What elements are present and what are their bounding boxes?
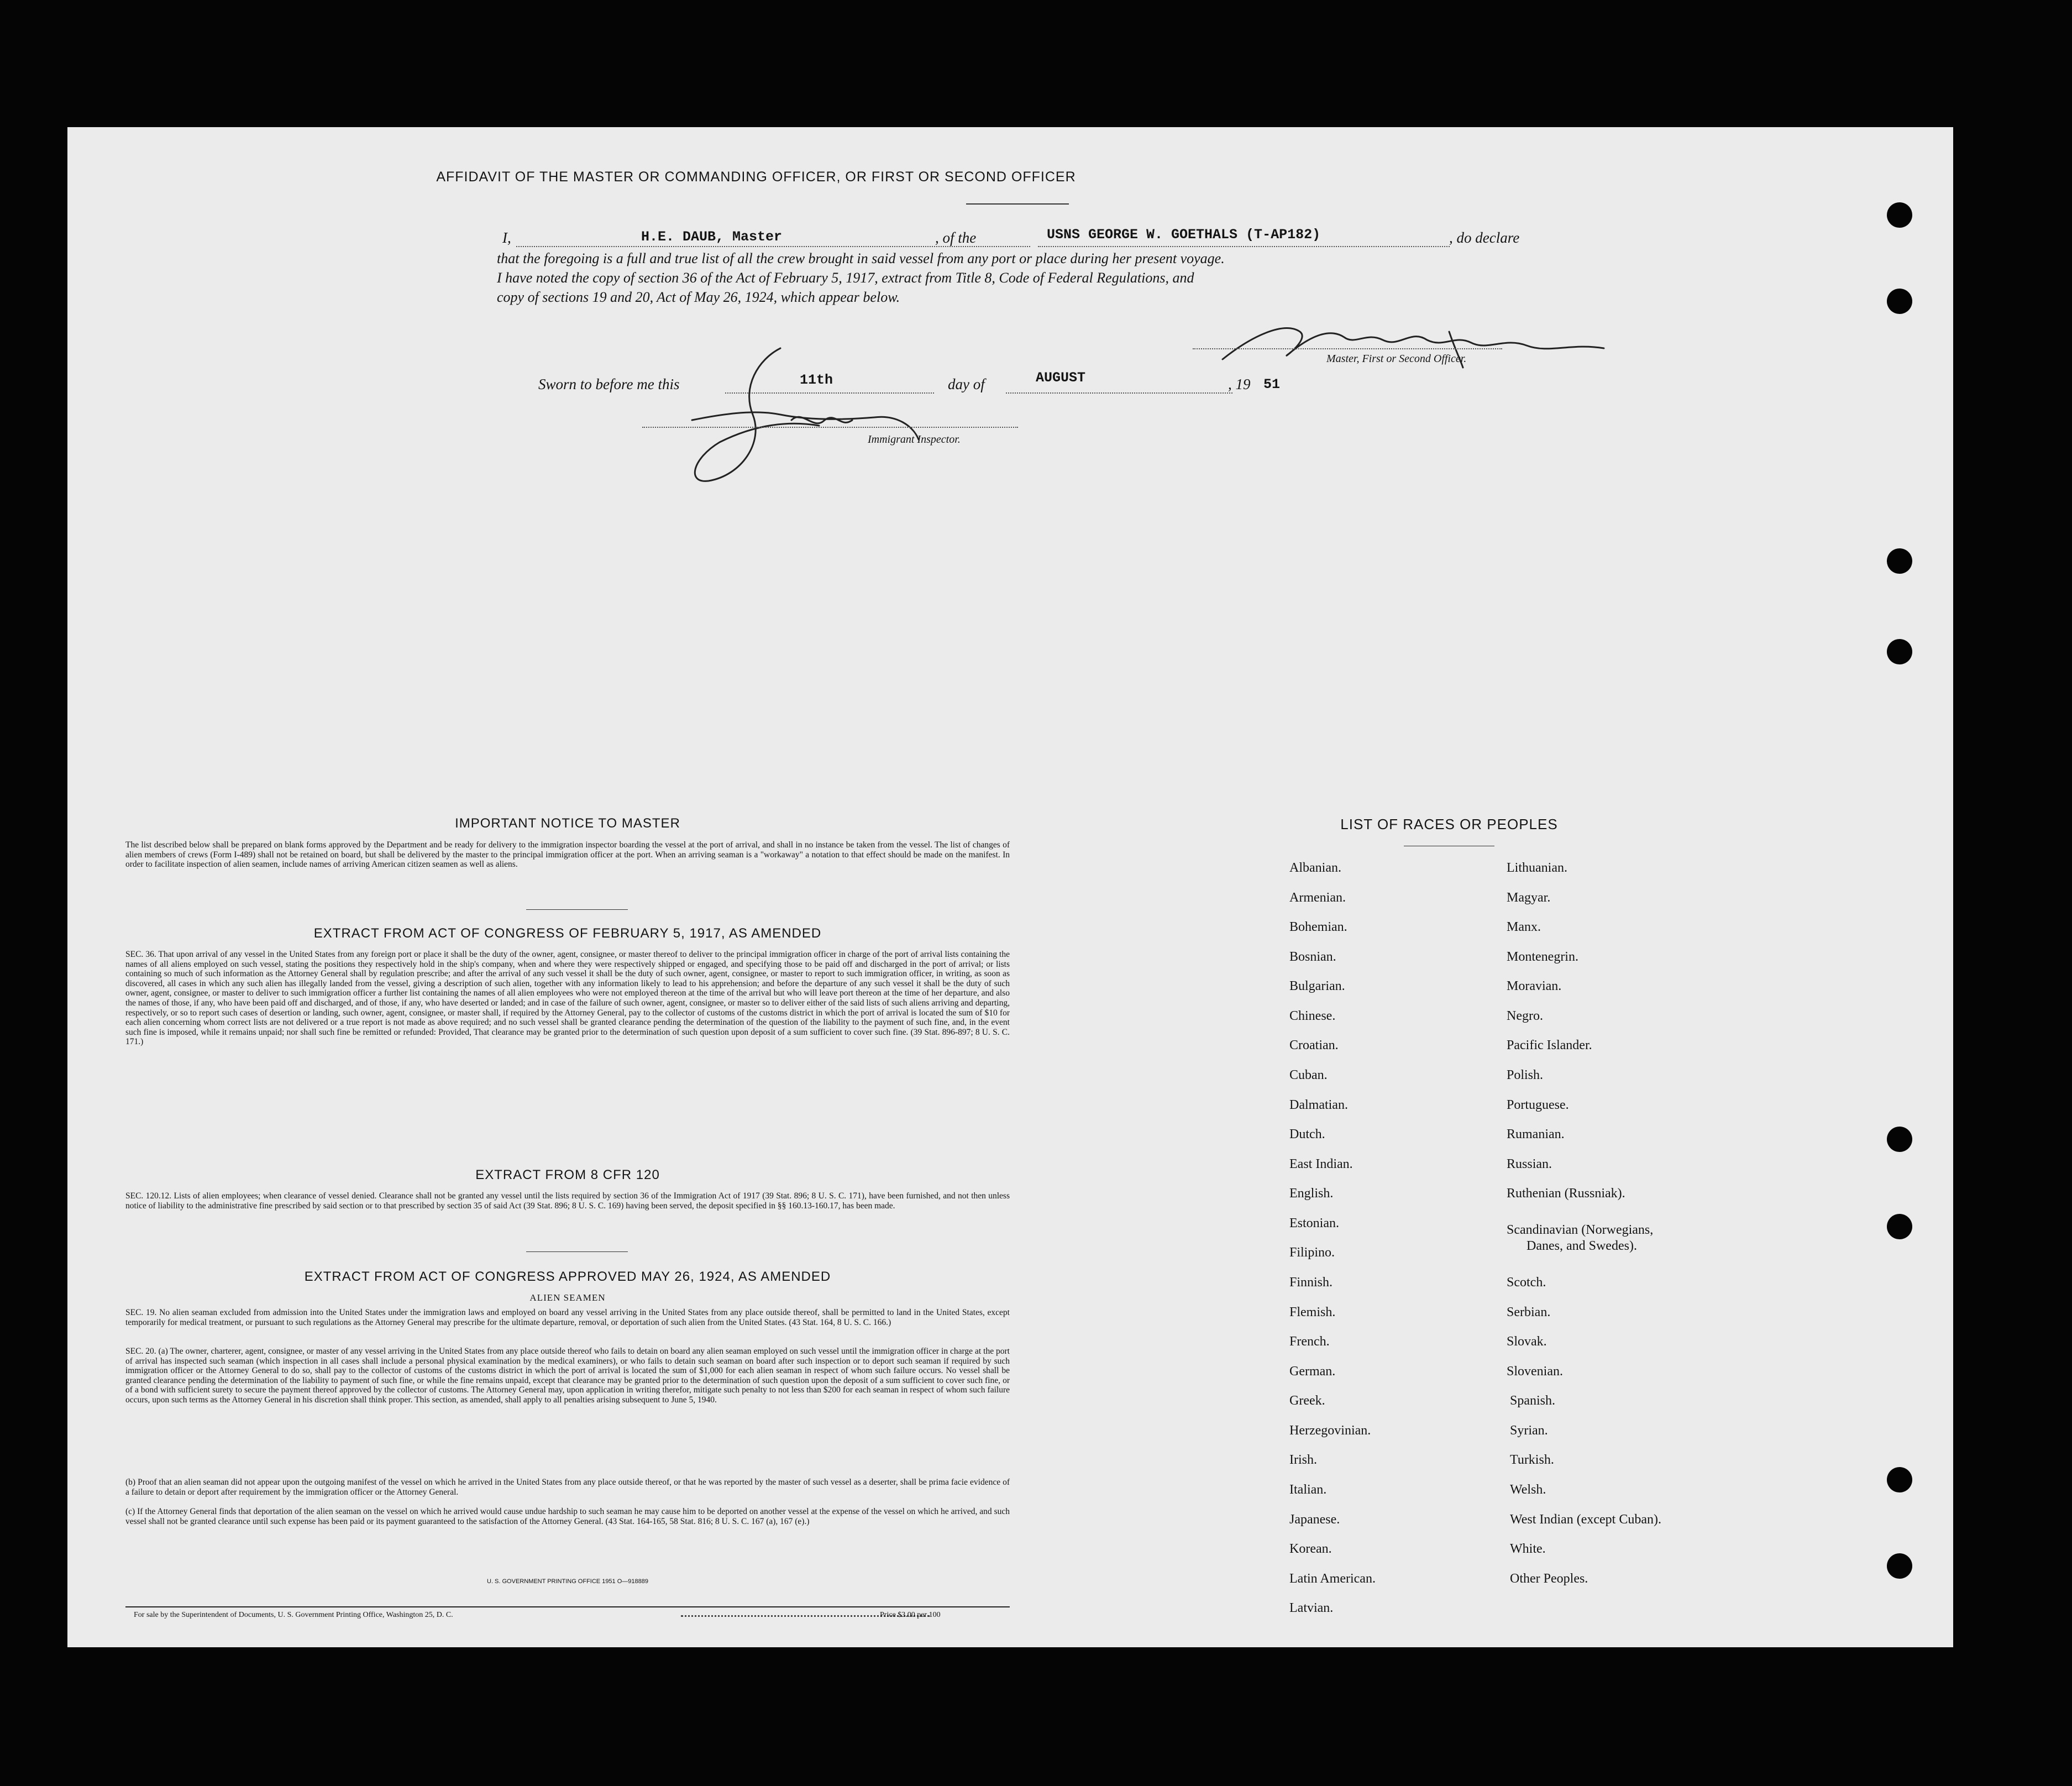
master-name-field: H.E. DAUB, Master [641, 229, 783, 245]
notice-text: The list described below shall be prepared on blank forms approved by the Department and be ready for delivery to the immigration inspector boarding the vessel at the port of arrival, and shall in no instance be taken from the vessel. The list of changes of alien members of crews (Form I-489) shall not be retained on board, but shall be delivered by the master to the principal immigration officer at the port. When an arriving seaman is a "workaway" a notation to that effect should be made on the manifest. In order to facilitate inspection of alien seamen, include names of arriving American citizen seamen as well as aliens. [125, 840, 1010, 870]
race-item: Slovak. [1507, 1334, 1547, 1349]
extract-1924-title: EXTRACT FROM ACT OF CONGRESS APPROVED MAY 26, 1924, AS AMENDED [304, 1269, 831, 1284]
master-signature-caption: Master, First or Second Officer. [1326, 353, 1467, 365]
extract-1917-text: SEC. 36. That upon arrival of any vessel in the United States from any foreign port or place it shall be the duty of the owner, agent, consignee, or master thereof to deliver to the principal immigration officer in charge of the port of arrival lists containing the names of all aliens employed on such vessel, stating the positions they respectively hold in the ship's company, when and where they were respectively shipped or engaged, and specifying those to be paid off and discharged in the port of arrival; or lists containing so much of such information as the Attorney General shall by regulation prescribe; and after the arrival of any such vessel it shall be the duty of such owner, agent, consignee, or master to report to such immigration officer, in writing, as soon as discovered, all cases in which any such alien has illegally landed from the vessel, giving a description of such alien, together with any information likely to lead to his apprehension; and before the departure of any such vessel it shall be the duty of such owner, agent, consignee, or master to deliver to such immigration officer a further list containing the names of all alien employees who were not employed thereon at the time of the arrival but who will leave port thereon at the time of her departure, and also the names of those, if any, who have been paid off and discharged, and of those, if any, who have deserted or landed; and in case of the failure of such owner, agent, consignee, or master so to deliver either of the said lists of such aliens arriving and departing, respectively, or so to report such cases of desertion or landing, such owner, agent, consignee, or master shall, if required by the Attorney General, pay to the collector of customs of the customs district in which the port of arrival is located the sum of $10 for each alien concerning whom correct lists are not delivered or a true report is not made as above required; and no such vessel shall be granted clearance pending the determination of the question of the liability to the payment of such fine, and, in the event such fine is imposed, while it remains unpaid; nor shall such fine be remitted or refunded: Provided, That clearance may be granted prior to the determination of such question upon deposit of a sum sufficient to cover such fine. (39 Stat. 896-897; 8 U. S. C. 171.) [125, 950, 1010, 1047]
race-item: Flemish. [1289, 1305, 1336, 1319]
race-item: Korean. [1289, 1542, 1332, 1556]
race-item: White. [1510, 1542, 1546, 1556]
affidavit-title: AFFIDAVIT OF THE MASTER OR COMMANDING OFFICER, OR FIRST OR SECOND OFFICER [436, 169, 1076, 185]
race-item: Syrian. [1510, 1423, 1548, 1438]
affidavit-do-declare: , do declare [1449, 229, 1520, 246]
race-item: Welsh. [1510, 1483, 1546, 1497]
race-item: Albanian. [1289, 861, 1341, 875]
race-item: Scandinavian (Norwegians, [1507, 1223, 1654, 1237]
race-item: German. [1289, 1364, 1336, 1379]
inspector-caption: Immigrant Inspector. [868, 433, 961, 446]
race-item: Russian. [1507, 1157, 1552, 1171]
race-item: Bohemian. [1289, 920, 1347, 934]
title-divider [966, 203, 1069, 205]
race-item: West Indian (except Cuban). [1510, 1512, 1661, 1527]
race-item: Estonian. [1289, 1216, 1339, 1230]
race-item: French. [1289, 1334, 1330, 1349]
race-item: Finnish. [1289, 1275, 1333, 1290]
race-item: Italian. [1289, 1483, 1327, 1497]
race-item: Magyar. [1507, 891, 1551, 905]
race-item: Irish. [1289, 1453, 1317, 1467]
affidavit-line-3: I have noted the copy of section 36 of the Act of February 5, 1917, extract from Title 8, Code of Federal Regulations, and [497, 270, 1194, 286]
inspector-signature [675, 337, 930, 497]
sec-19-text: SEC. 19. No alien seaman excluded from admission into the United States under the immigration laws and employed on board any vessel arriving in the United States from any place outside thereof, shall be permitted to land in the United States, except temporarily for medical treatment, or pursuant to such regulations as the Attorney General may prescribe for the ultimate departure, removal, or deportation of such alien from the United States. (43 Stat. 164, 8 U. S. C. 166.) [125, 1308, 1010, 1327]
race-item: Dalmatian. [1289, 1098, 1348, 1112]
vessel-name-field: USNS GEORGE W. GOETHALS (T-AP182) [1047, 227, 1321, 243]
footer-price: Price $3.00 per 100 [880, 1611, 941, 1619]
race-item: Portuguese. [1507, 1098, 1569, 1112]
race-item: Moravian. [1507, 979, 1562, 993]
sworn-year-field: 51 [1263, 376, 1281, 392]
race-item: Serbian. [1507, 1305, 1551, 1319]
sworn-day-field: 11th [800, 372, 833, 388]
binder-hole [1887, 548, 1912, 574]
race-item: Pacific Islander. [1507, 1038, 1592, 1052]
race-item: Japanese. [1289, 1512, 1340, 1527]
sec-20b-text: (b) Proof that an alien seaman did not appear upon the outgoing manifest of the vessel on which he arrived in the United States from any place outside thereof, or that he was reported by the master of such vessel as a deserter, shall be prima facie evidence of a failure to detain or deport after requirement by the immigration officer or the Attorney General. [125, 1478, 1010, 1497]
affidavit-line-4: copy of sections 19 and 20, Act of May 26, 1924, which appear below. [497, 289, 900, 305]
race-item: Lithuanian. [1507, 861, 1567, 875]
binder-hole [1887, 639, 1912, 664]
affidavit-i: I, [502, 229, 511, 246]
binder-hole [1887, 202, 1912, 228]
race-item: Scotch. [1507, 1275, 1546, 1290]
binder-hole [1887, 289, 1912, 314]
race-item: Other Peoples. [1510, 1572, 1588, 1586]
races-title: LIST OF RACES OR PEOPLES [1340, 816, 1558, 832]
race-item: Latvian. [1289, 1601, 1334, 1615]
race-item: Negro. [1507, 1009, 1543, 1023]
binder-hole [1887, 1467, 1912, 1492]
race-item: Greek. [1289, 1394, 1325, 1408]
race-item: Slovenian. [1507, 1364, 1563, 1379]
footer-sale-text: For sale by the Superintendent of Documents, U. S. Government Printing Office, Washington 25, D. C. [134, 1611, 453, 1619]
race-item: Bosnian. [1289, 950, 1336, 964]
race-item: English. [1289, 1186, 1334, 1201]
day-of-text: day of [948, 376, 985, 392]
race-item: Rumanian. [1507, 1127, 1565, 1141]
race-item: Armenian. [1289, 891, 1346, 905]
gpo-imprint: U. S. GOVERNMENT PRINTING OFFICE 1951 O—918889 [487, 1578, 648, 1585]
race-item: Danes, and Swedes). [1527, 1239, 1637, 1253]
year-prefix: , 19 [1228, 376, 1251, 392]
race-item: Filipino. [1289, 1245, 1335, 1260]
affidavit-line-2: that the foregoing is a full and true list of all the crew brought in said vessel from any port or place during her present voyage. [497, 250, 1225, 266]
binder-hole [1887, 1553, 1912, 1579]
affidavit-of-the: , of the [935, 229, 977, 246]
form-sheet [67, 127, 1953, 1647]
race-item: Bulgarian. [1289, 979, 1345, 993]
race-item: Cuban. [1289, 1068, 1328, 1082]
sworn-text: Sworn to before me this [538, 376, 680, 392]
race-item: Manx. [1507, 920, 1541, 934]
extract-1917-title: EXTRACT FROM ACT OF CONGRESS OF FEBRUARY 5, 1917, AS AMENDED [313, 926, 822, 941]
race-item: Ruthenian (Russniak). [1507, 1186, 1625, 1201]
race-item: East Indian. [1289, 1157, 1353, 1171]
extract-8cfr-text: SEC. 120.12. Lists of alien employees; when clearance of vessel denied. Clearance shall not be granted any vessel until the lists required by section 36 of the Immigration Act of 1917 (39 Stat. 896; 8 U. S. C. 171), have been furnished, and not then unless notice of liability to the administrative fine prescribed by said section or to that prescribed by section 35 of said Act (39 Stat. 896; 8 U. S. C. 169) having been served, the deposit specified in §§ 160.13-160.17, has been made. [125, 1191, 1010, 1211]
race-item: Latin American. [1289, 1572, 1376, 1586]
race-item: Spanish. [1510, 1394, 1556, 1408]
sworn-month-field: AUGUST [1036, 370, 1086, 386]
binder-hole [1887, 1127, 1912, 1152]
extract-8cfr-title: EXTRACT FROM 8 CFR 120 [475, 1167, 660, 1182]
race-item: Dutch. [1289, 1127, 1325, 1141]
sec-20a-text: SEC. 20. (a) The owner, charterer, agent, consignee, or master of any vessel arriving in the United States from any place outside thereof who fails to detain on board any alien seaman employed on such vessel until the immigration officer in charge at the port of arrival has inspected such seaman (which inspection in all cases shall include a personal physical examination by the medical examiners), or who fails to detain such seaman on board after such inspection or to deport such seaman if required by such immigration officer or the Attorney General to do so, shall pay to the collector of customs of the customs district in which the port of arrival is located the sum of $1,000 for each alien seaman in respect of whom such failure occurs. No vessel shall be granted clearance pending the determination of the liability to payment of such fine, or while the fine remains unpaid, except that clearance may be granted prior to the determination of such question upon the deposit of a sum sufficient to cover such fine, or of a bond with sufficient surety to secure the payment thereof approved by the collector of customs. The Attorney General may, upon application in writing therefor, mitigate such penalty to not less than $200 for each seaman in respect of whom such failure occurs, upon such terms as the Attorney General in his discretion shall think proper. This section, as amended, shall apply to all penalties arising subsequent to June 5, 1940. [125, 1347, 1010, 1405]
race-item: Chinese. [1289, 1009, 1336, 1023]
race-item: Herzegovinian. [1289, 1423, 1371, 1438]
race-item: Turkish. [1510, 1453, 1554, 1467]
notice-title: IMPORTANT NOTICE TO MASTER [455, 816, 680, 831]
binder-hole [1887, 1214, 1912, 1239]
race-item: Croatian. [1289, 1038, 1339, 1052]
sec-20c-text: (c) If the Attorney General finds that deportation of the alien seaman on the vessel on which he arrived would cause undue hardship to such seaman he may cause him to be deported on another vessel at the expense of the vessel on which he arrived, and such vessel shall not be granted clearance until such expense has been paid or its payment guaranteed to the satisfaction of the Attorney General. (43 Stat. 164-165, 58 Stat. 816; 8 U. S. C. 167 (a), 167 (e).) [125, 1507, 1010, 1526]
race-item: Montenegrin. [1507, 950, 1578, 964]
race-item: Polish. [1507, 1068, 1544, 1082]
alien-seamen-subtitle: ALIEN SEAMEN [529, 1292, 606, 1303]
